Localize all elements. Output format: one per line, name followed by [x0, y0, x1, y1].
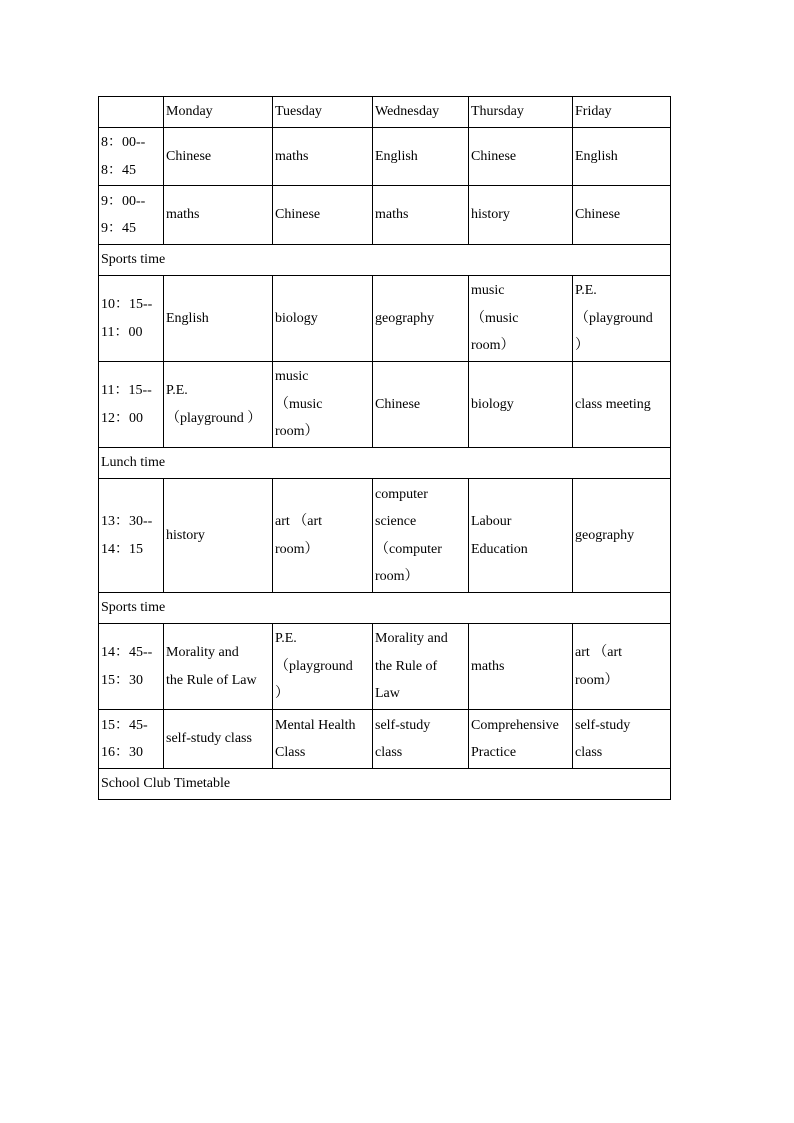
club-section-title: School Club Timetable — [99, 769, 671, 800]
lesson-row — [99, 186, 671, 245]
day-header: Wednesday — [373, 97, 469, 128]
time-cell: 9：00-- 9：45 — [99, 186, 164, 245]
subject-cell: English — [573, 128, 671, 186]
subject-cell: biology — [273, 276, 373, 362]
break-label: Lunch time — [99, 448, 671, 479]
break-row — [99, 593, 671, 624]
lesson-row — [99, 624, 671, 710]
timetable — [98, 96, 671, 800]
subject-cell: P.E. （playground ） — [273, 624, 373, 710]
subject-cell: Labour Education — [469, 479, 573, 593]
subject-cell: Chinese — [164, 128, 273, 186]
break-row — [99, 245, 671, 276]
day-header: Friday — [573, 97, 671, 128]
time-cell: 14：45-- 15：30 — [99, 624, 164, 710]
time-cell: 13：30-- 14：15 — [99, 479, 164, 593]
lesson-row — [99, 276, 671, 362]
subject-cell: English — [164, 276, 273, 362]
subject-cell: geography — [373, 276, 469, 362]
break-label: Sports time — [99, 593, 671, 624]
subject-cell: maths — [469, 624, 573, 710]
time-cell: 8：00-- 8：45 — [99, 128, 164, 186]
subject-cell: music （music room） — [273, 362, 373, 448]
day-header: Thursday — [469, 97, 573, 128]
subject-cell: history — [164, 479, 273, 593]
break-label: Sports time — [99, 245, 671, 276]
lesson-row — [99, 710, 671, 769]
day-header: Tuesday — [273, 97, 373, 128]
time-cell: 10：15-- 11：00 — [99, 276, 164, 362]
time-cell: 11：15-- 12：00 — [99, 362, 164, 448]
subject-cell: computer science （computer room） — [373, 479, 469, 593]
subject-cell: geography — [573, 479, 671, 593]
subject-cell: maths — [373, 186, 469, 245]
club-title-row — [99, 769, 671, 800]
subject-cell: music （music room） — [469, 276, 573, 362]
subject-cell: class meeting — [573, 362, 671, 448]
header-row — [99, 97, 671, 128]
subject-cell: Morality and the Rule of Law — [164, 624, 273, 710]
subject-cell: Comprehensive Practice — [469, 710, 573, 769]
subject-cell: self-study class — [164, 710, 273, 769]
subject-cell: P.E. （playground ） — [573, 276, 671, 362]
subject-cell: Chinese — [573, 186, 671, 245]
subject-cell: maths — [164, 186, 273, 245]
corner-cell — [99, 97, 164, 128]
subject-cell: Chinese — [469, 128, 573, 186]
subject-cell: history — [469, 186, 573, 245]
time-cell: 15：45- 16：30 — [99, 710, 164, 769]
subject-cell: Morality and the Rule of Law — [373, 624, 469, 710]
subject-cell: Mental Health Class — [273, 710, 373, 769]
subject-cell: Chinese — [373, 362, 469, 448]
subject-cell: self-study class — [573, 710, 671, 769]
subject-cell: biology — [469, 362, 573, 448]
subject-cell: maths — [273, 128, 373, 186]
lesson-row — [99, 362, 671, 448]
lesson-row — [99, 128, 671, 186]
day-header: Monday — [164, 97, 273, 128]
subject-cell: Chinese — [273, 186, 373, 245]
subject-cell: art （art room） — [573, 624, 671, 710]
subject-cell: self-study class — [373, 710, 469, 769]
lesson-row — [99, 479, 671, 593]
subject-cell: art （art room） — [273, 479, 373, 593]
subject-cell: P.E. （playground ） — [164, 362, 273, 448]
subject-cell: English — [373, 128, 469, 186]
break-row — [99, 448, 671, 479]
